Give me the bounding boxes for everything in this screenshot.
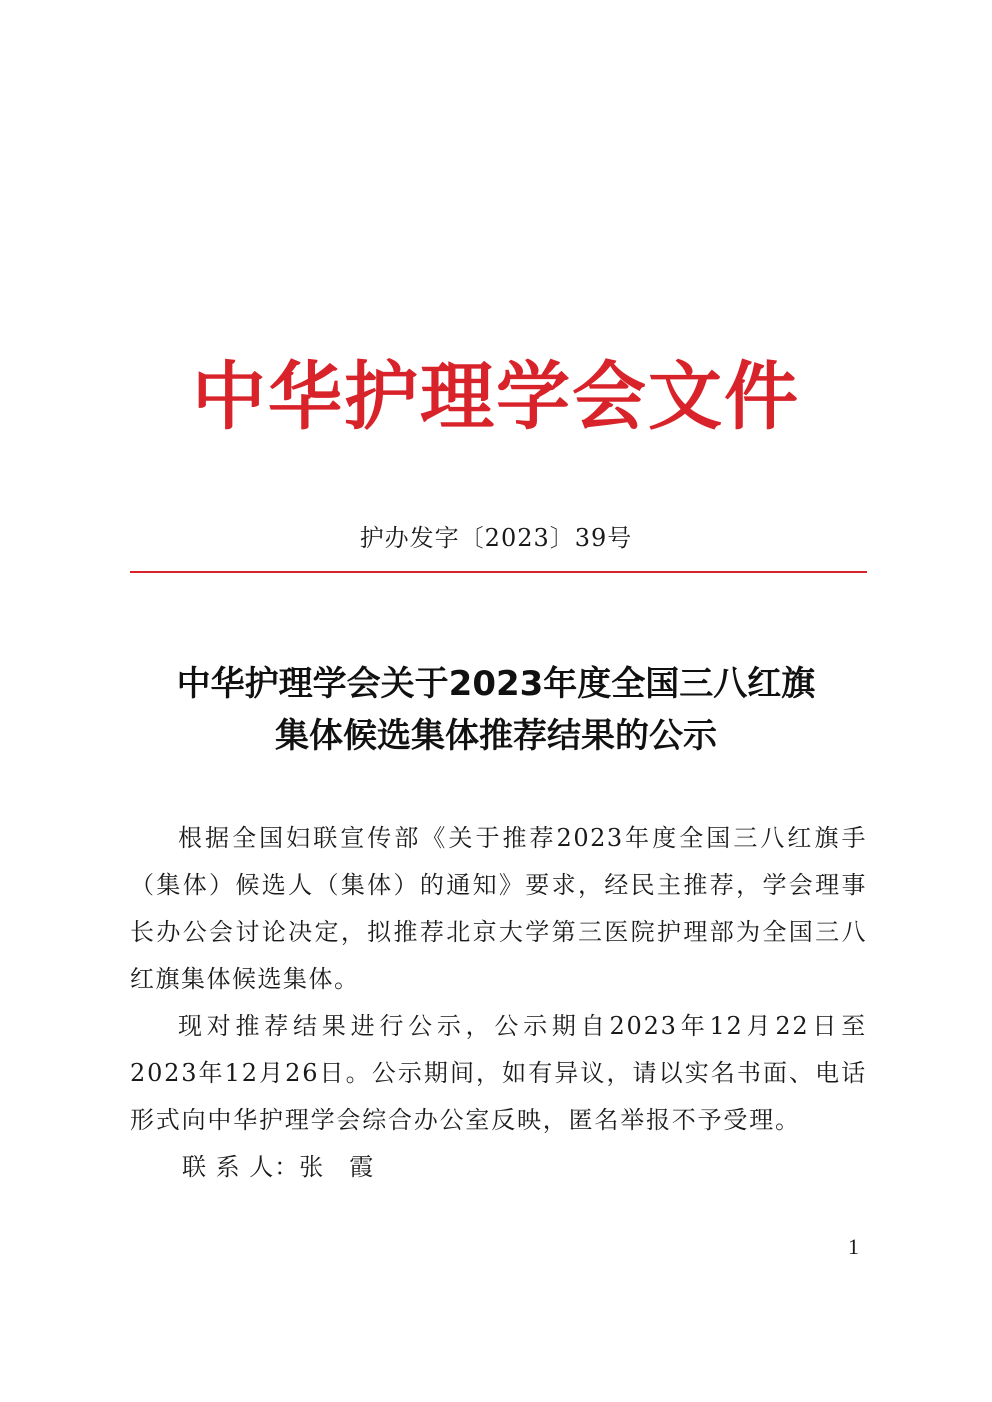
body-paragraph-2: 现对推荐结果进行公示，公示期自2023年12月22日至2023年12月26日。公示期间，如有异议，请以实名书面、电话形式向中华护理学会综合办公室反映，匿名举报不予受理。	[130, 1012, 867, 1134]
notice-body	[130, 815, 867, 1191]
document-number: 护办发字〔2023〕39号	[359, 524, 633, 552]
notice-title-line-2: 集体候选集体推荐结果的公示	[275, 716, 717, 756]
notice-title-line-1: 中华护理学会关于2023年度全国三八红旗	[176, 664, 816, 704]
notice-title	[0, 658, 992, 762]
contact-label: 联 系 人：	[182, 1153, 300, 1181]
masthead-title: 中华护理学会文件	[192, 354, 800, 440]
contact-line	[130, 1144, 867, 1191]
body-paragraph-1: 根据全国妇联宣传部《关于推荐2023年度全国三八红旗手（集体）候选人（集体）的通知》要求，经民主推荐，学会理事长办公会讨论决定，拟推荐北京大学第三医院护理部为全国三八红旗集体候选集体。	[130, 824, 867, 993]
contact-name: 张 霞	[299, 1153, 375, 1181]
page-number: 1	[848, 1234, 859, 1259]
red-divider-line	[130, 571, 867, 573]
